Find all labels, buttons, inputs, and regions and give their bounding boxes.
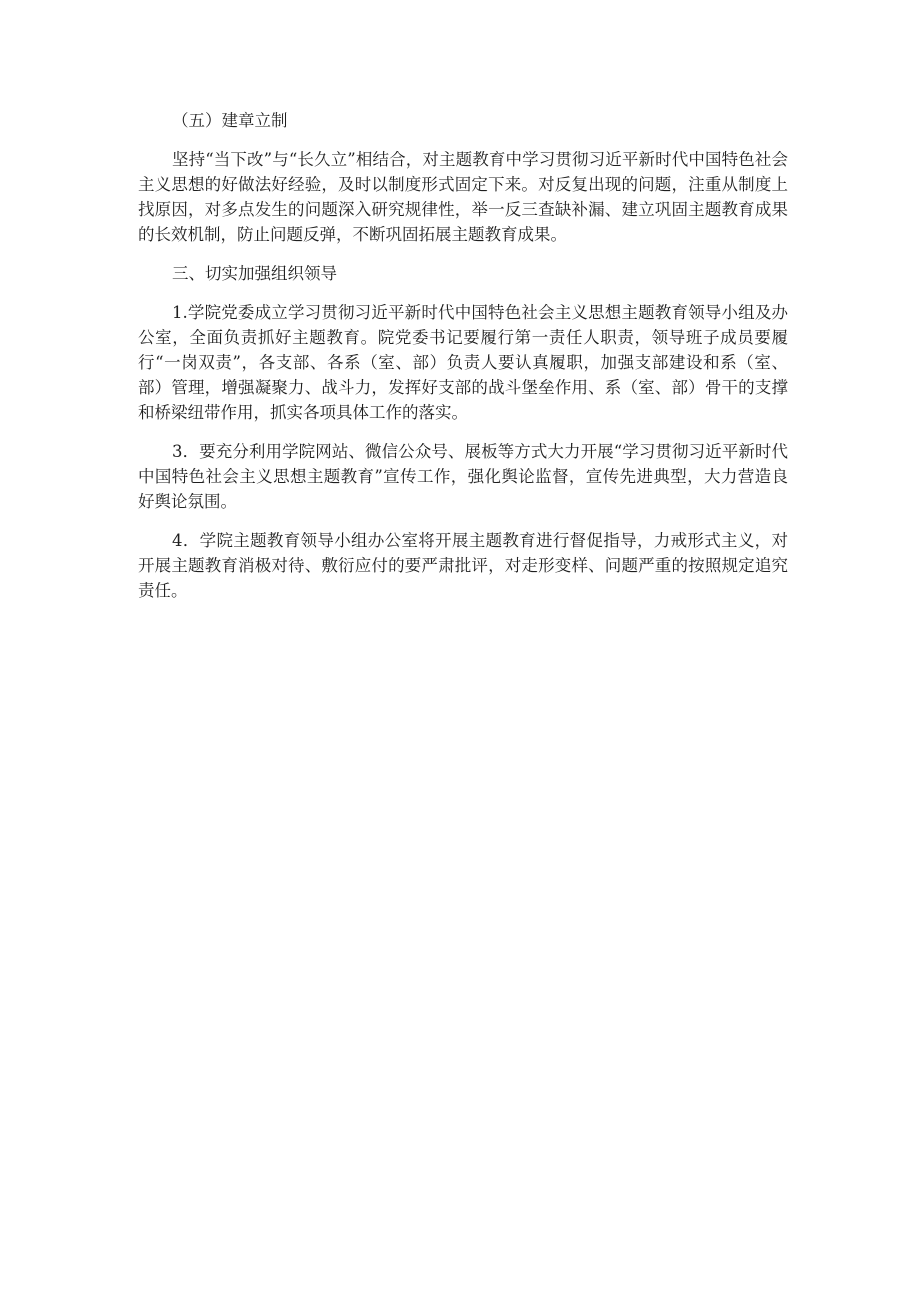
section-five-paragraph: 坚持“当下改”与“长久立”相结合，对主题教育中学习贯彻习近平新时代中国特色社会主义思想的好做法好经验，及时以制度形式固定下来。对反复出现的问题，注重从制度上找原因，对多点发生的问题深入研究规律性，举一反三查缺补漏、建立巩固主题教育成果的长效机制，防止问题反弹，不断巩固拓展主题教育成果。 (138, 150, 788, 244)
item-3-paragraph: 3．要充分利用学院网站、微信公众号、展板等方式大力开展“学习贯彻习近平新时代中国特色社会主义思想主题教育”宣传工作，强化舆论监督，宣传先进典型，大力营造良好舆论氛围。 (138, 442, 788, 511)
item-4-paragraph: 4．学院主题教育领导小组办公室将开展主题教育进行督促指导，力戒形式主义，对开展主题教育消极对待、敷衍应付的要严肃批评，对走形变样、问题严重的按照规定追究责任。 (138, 531, 788, 600)
document-body (138, 108, 788, 617)
section-five-heading: （五）建章立制 (172, 111, 288, 130)
section-three-heading: 三、切实加强组织领导 (172, 264, 337, 283)
item-1-paragraph: 1.学院党委成立学习贯彻习近平新时代中国特色社会主义思想主题教育领导小组及办公室，全面负责抓好主题教育。院党委书记要履行第一责任人职责，领导班子成员要履行“一岗双责”，各支部、各系（室、部）负责人要认真履职，加强支部建设和系（室、部）管理，增强凝聚力、战斗力，发挥好支部的战斗堡垒作用、系（室、部）骨干的支撑和桥梁纽带作用，抓实各项具体工作的落实。 (138, 303, 788, 422)
